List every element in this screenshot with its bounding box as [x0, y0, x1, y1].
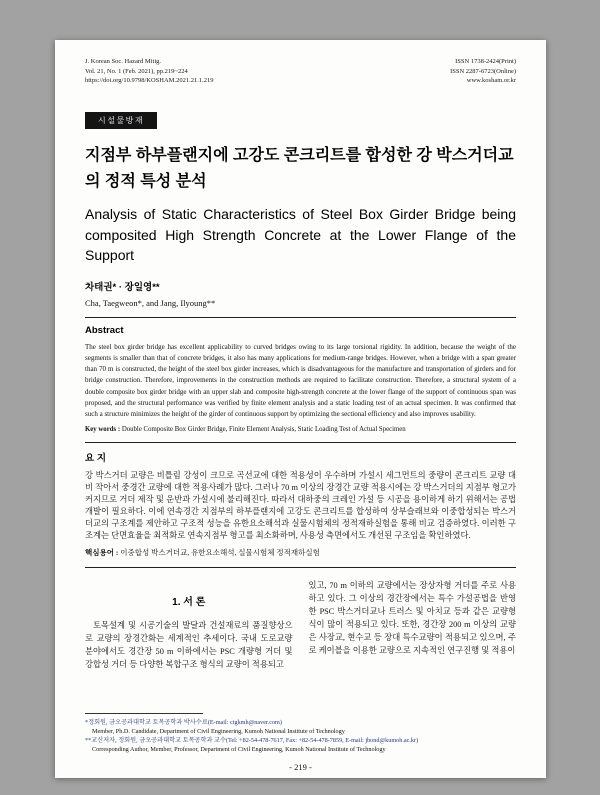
keywords-text: Double Composite Box Girder Bridge, Finite Element Analysis, Static Loading Test of Actual Specimen [121, 425, 406, 433]
journal-volume-info: Vol. 21, No. 1 (Feb. 2021), pp.219~224 [85, 67, 188, 75]
footnote-author2-english: Corresponding Author, Member, Professor, Department of Civil Engineering, Kumoh National Institute of Technology [92, 746, 386, 753]
yoji-heading: 요 지 [85, 452, 106, 464]
page-number: - 219 - [289, 762, 312, 772]
yoji-top-rule [85, 442, 516, 443]
footnote-rule [85, 713, 203, 714]
footnote-author1-korean: *정회원, 금오공과대학교 토목공학과 박사수료(E-mail: ctgkmh@naver.com) [85, 719, 282, 726]
right-column [309, 579, 517, 671]
keywords-line [85, 426, 516, 433]
journal-header-left [85, 57, 213, 86]
title-english: Analysis of Static Characteristics of Steel Box Girder Bridge being composited High Strength Concrete at the Lower Flange of the Support [85, 206, 516, 263]
journal-header-right [450, 57, 516, 86]
footnote-area [85, 713, 516, 754]
yoji-body: 강 박스거더 교량은 비틀림 강성이 크므로 곡선교에 대한 적용성이 우수하며 가설시 세그먼트의 중량이 콘크리트 교량 대비 작아서 중경간 교량에 대한 적용사례가 많다. 그러나 70 m 이상의 장경간 교량 적용시에는 강 박스거더의 지점부 형고가 커지므로 거더 제작 및 운반과 가설시에 불리해진다. 따라서 대하중의 크레인 가설 등 시공을 용이하게 하기 위해서는 공법 개발이 필요하다. 이에 연속경간 지점부의 하부플랜지에 고강도 콘크리트를 합성하여 상부슬래브와 이중합성되는 박스거더교의 구조계를 제안하고 구조적 성능을 유한요소해석과 실물시험체의 정적재하실험을 통해 비교 검증하였다. 이러한 구조계는 단면효율을 최적화로 연속지점부 형고를 최소화하며, 사용성 측면에서도 개선된 구조임을 확인하였다. [85, 470, 516, 540]
journal-header [85, 57, 516, 86]
issn-print: ISSN 1738-2424(Print) [455, 58, 516, 65]
journal-page [55, 40, 546, 778]
journal-website: www.kosham.or.kr [466, 77, 516, 84]
footnote-author1-english: Member, Ph.D. Candidate, Department of Civil Engineering, Kumoh National Institute of Technology [92, 728, 345, 735]
title-korean: 지점부 하부플랜지에 고강도 콘크리트를 합성한 강 박스거더교의 정적 특성 분석 [85, 147, 514, 190]
footnote-author2-korean: **교신저자, 정회원, 금오공과대학교 토목공학과 교수(Tel: +82-54-478-7617, Fax: +82-54-478-7859, E-mail: jbond@kumoh.ac.kr) [85, 737, 419, 744]
journal-doi: https://doi.org/10.9798/KOSHAM.2021.21.1.219 [85, 77, 214, 84]
section-1-heading: 1. 서 론 [172, 596, 206, 608]
korean-keywords-text: 이중합성 박스거더교, 유한요소해석, 실물시험체 정적재하실험 [120, 547, 320, 557]
abstract-top-rule [85, 317, 516, 318]
authors-english: Cha, Taegweon*, and Jang, Ilyoung** [85, 297, 216, 308]
two-column-body [85, 579, 516, 671]
issn-online: ISSN 2287-6723(Online) [450, 67, 516, 75]
left-column-text: 토목설계 및 시공기술의 발달과 건설재료의 품질향상으로 교량의 장경간화는 세계적인 추세이다. 국내 도로교량 분야에서도 경간장 50 m 이하에서는 PSC 개량형 거더 및 강합성 거더 등 다양한 복합구조 형식의 교량이 적용되고 [85, 620, 293, 669]
abstract-heading: Abstract [85, 324, 124, 336]
korean-keywords-line [85, 547, 516, 558]
authors-korean: 차태권* · 장일영** [85, 281, 160, 293]
keywords-label: Key words : [85, 425, 121, 433]
right-column-text: 있고, 70 m 이하의 교량에서는 장상자형 거더를 주로 사용하고 있다. 그 이상의 경간장에서는 특수 가설공법을 반영한 PSC 박스거더교나 트러스 및 아치교 등과 같은 교량형식이 많이 적용되고 있다. 또한, 경간장 200 m 이상의 교량은 사장교, 현수교 등 장대 특수교량이 적용되고 있으며, 주로 케이블을 이용한 교량으로 지속적인 연구진행 및 적용이 [308, 580, 516, 655]
category-badge: 시설물방재 [85, 112, 157, 130]
korean-keywords-label: 핵심용어 : [85, 547, 119, 557]
body-top-rule [85, 567, 516, 568]
journal-name: J. Korean Soc. Hazard Mitig. [85, 58, 161, 65]
abstract-body: The steel box girder bridge has excellent applicability to curved bridges owing to its large torsional rigidity. In addition, because the weight of the segments is smaller than that of concrete bridges, it also has many applications for medium-range bridges. However, when a bridge with a span greater than 70 m is constructed, the height of the steel box girder increases, which is disadvantageous for the manufacture and transportation of girders and for bridge construction. Therefore, improvements in the construction methods are required to facilitate construction. Therefore, a structural system of a double composite box girder bridge with an upper slab and composite high-strength concrete at the lower flange of the support of continuous span was proposed, and the structural performance was verified by finite element analysis and a static loading test of an actual specimen. It was confirmed that such a structure minimizes the height of the girder of continuous support by optimizing the sectional efficiency and also improves usability. [85, 342, 516, 419]
left-column [85, 579, 293, 671]
